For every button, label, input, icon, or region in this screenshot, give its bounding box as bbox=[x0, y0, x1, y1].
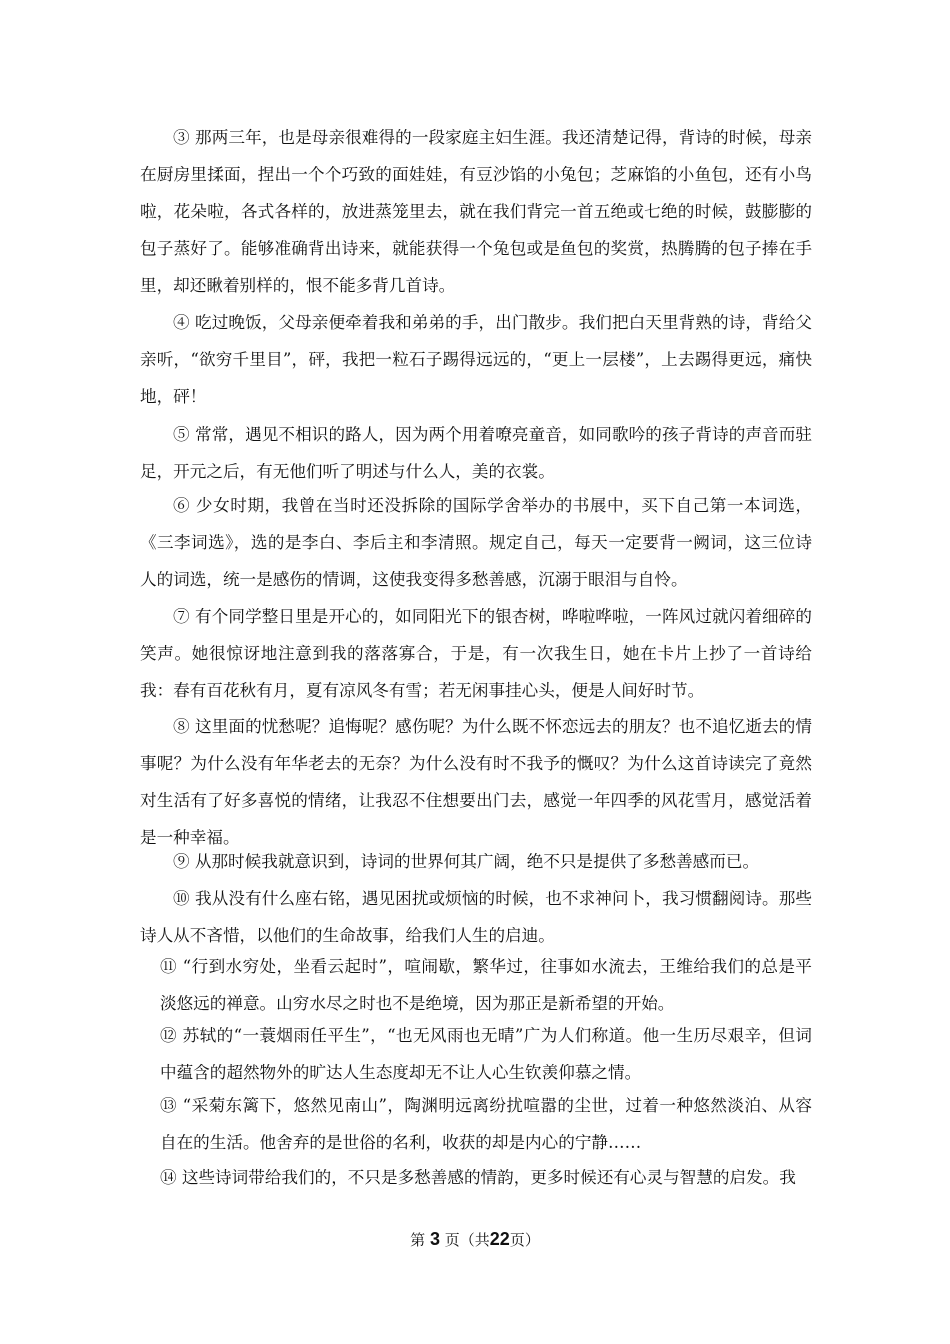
page-footer bbox=[0, 1227, 950, 1252]
paragraph-11: ⑪ “行到水穷处，坐看云起时”，喧闹歇，繁华过，往事如水流去，王维给我们的总是平淡悠远的禅意。山穷水尽之时也不是绝境，因为那正是新希望的开始。 bbox=[160, 957, 812, 1013]
footer-suffix: 页） bbox=[509, 1231, 540, 1249]
paragraph-6: ⑥ 少女时期，我曾在当时还没拆除的国际学舍举办的书展中，买下自己第一本词选，《三李词选》，选的是李白、李后主和李清照。规定自己，每天一定要背一阙词，这三位诗人的词选，统一是感伤的情调，这使我变得多愁善感，沉溺于眼泪与自怜。 bbox=[140, 496, 812, 589]
page-total: 22 bbox=[489, 1229, 510, 1249]
paragraph-10: ⑩ 我从没有什么座右铭，遇见困扰或烦恼的时候，也不求神问卜，我习惯翻阅诗。那些诗人从不吝惜，以他们的生命故事，给我们人生的启迪。 bbox=[140, 889, 812, 945]
paragraph-12: ⑫ 苏轼的“一蓑烟雨任平生”，“也无风雨也无晴”广为人们称道。他一生历尽艰辛，但词中蕴含的超然物外的旷达人生态度却无不让人心生钦羡仰慕之情。 bbox=[160, 1026, 812, 1082]
paragraph-4: ④ 吃过晚饭，父母亲便牵着我和弟弟的手，出门散步。我们把白天里背熟的诗，背给父亲听，“欲穷千里目”，砰，我把一粒石子踢得远远的，“更上一层楼”，上去踢得更远，痛快地，砰！ bbox=[140, 313, 812, 406]
footer-prefix: 第 bbox=[410, 1231, 426, 1249]
paragraph-7: ⑦ 有个同学整日里是开心的，如同阳光下的银杏树，哗啦哗啦，一阵风过就闪着细碎的笑声。她很惊讶地注意到我的落落寡合，于是，有一次我生日，她在卡片上抄了一首诗给我：春有百花秋有月，夏有凉风冬有雪；若无闲事挂心头，便是人间好时节。 bbox=[140, 607, 812, 700]
page-number: 3 bbox=[429, 1229, 440, 1249]
paragraph-13: ⑬ “采菊东篱下，悠然见南山”，陶渊明远离纷扰喧嚣的尘世，过着一种悠然淡泊、从容自在的生活。他舍弃的是世俗的名利，收获的却是内心的宁静…… bbox=[160, 1096, 812, 1152]
footer-middle: 页（共 bbox=[444, 1231, 490, 1249]
paragraph-9: ⑨ 从那时候我就意识到，诗词的世界何其广阔，绝不只是提供了多愁善感而已。 bbox=[173, 852, 760, 871]
paragraph-5: ⑤ 常常，遇见不相识的路人，因为两个用着嘹亮童音，如同歌吟的孩子背诗的声音而驻足，开元之后，有无他们听了明述与什么人，美的衣裳。 bbox=[140, 425, 812, 481]
paragraph-14: ⑭ 这些诗词带给我们的，不只是多愁善感的情韵，更多时候还有心灵与智慧的启发。我 bbox=[160, 1168, 796, 1187]
paragraph-3: ③ 那两三年，也是母亲很难得的一段家庭主妇生涯。我还清楚记得，背诗的时候，母亲在厨房里揉面，捏出一个个巧致的面娃娃，有豆沙馅的小兔包；芝麻馅的小鱼包，还有小鸟啦，花朵啦，各式各样的，放进蒸笼里去，就在我们背完一首五绝或七绝的时候，鼓膨膨的包子蒸好了。能够准确背出诗来，就能获得一个兔包或是鱼包的奖赏，热腾腾的包子捧在手里，却还瞅着别样的，恨不能多背几首诗。 bbox=[140, 128, 812, 295]
paragraph-8: ⑧ 这里面的忧愁呢？追悔呢？感伤呢？为什么既不怀恋远去的朋友？也不追忆逝去的情事呢？为什么没有年华老去的无奈？为什么没有时不我予的慨叹？为什么这首诗读完了竟然对生活有了好多喜悦的情绪，让我忍不住想要出门去，感觉一年四季的风花雪月，感觉活着是一种幸福。 bbox=[140, 717, 812, 847]
